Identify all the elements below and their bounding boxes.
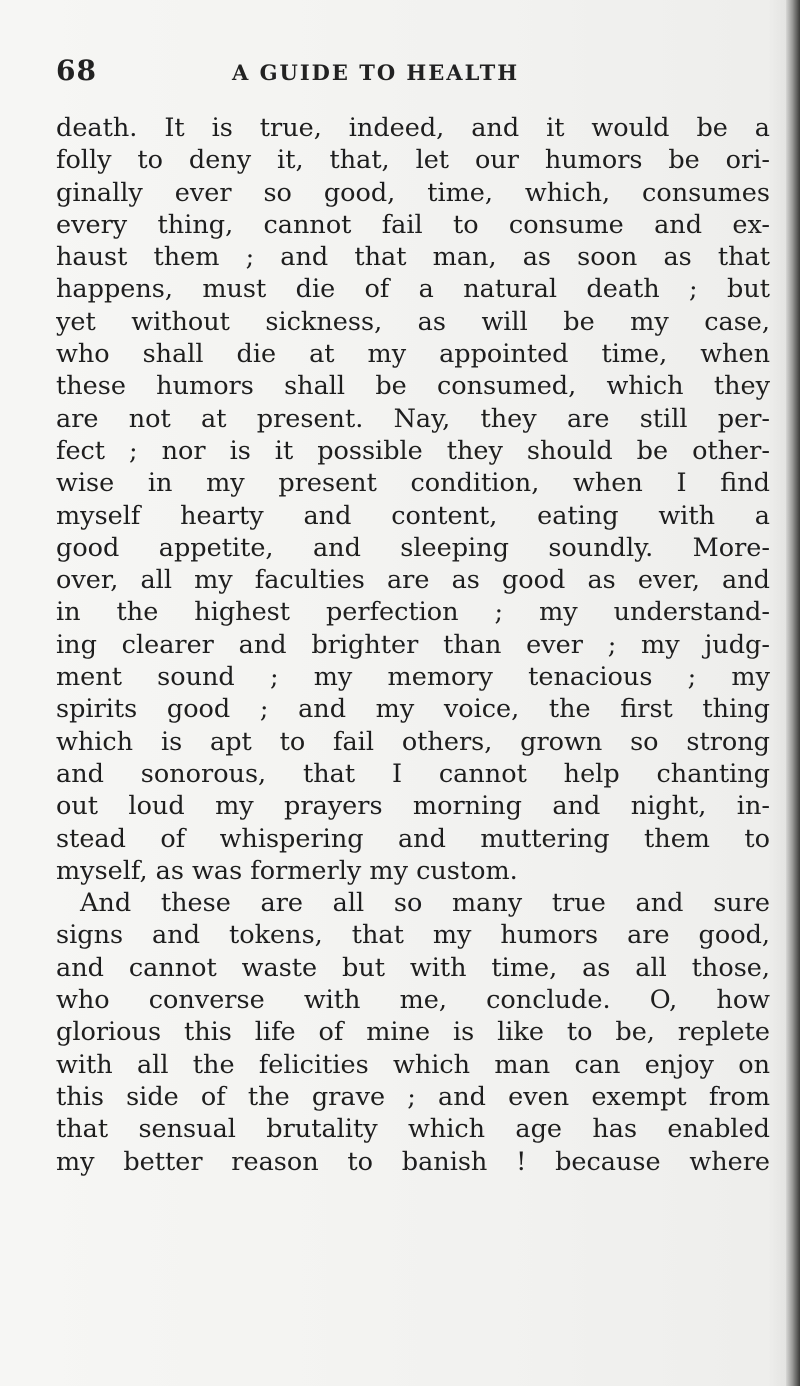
- text-line: death. It is true, indeed, and it would be a: [56, 113, 770, 143]
- text-line: that sensual brutality which age has enabled: [56, 1114, 770, 1145]
- text-line: fect ; nor is it possible they should be other-: [56, 435, 770, 466]
- text-line: haust them ; and that man, as soon as that: [56, 242, 770, 273]
- text-line: yet without sickness, as will be my case,: [56, 306, 770, 337]
- text-line: over, all my faculties are as good as ever, and: [56, 565, 770, 596]
- text-line: and cannot waste but with time, as all those,: [56, 952, 770, 983]
- text-line: myself, as was formerly my custom.: [56, 855, 518, 886]
- text-line: stead of whispering and muttering them to: [56, 823, 770, 854]
- text-line: with all the felicities which man can enjoy on: [56, 1049, 770, 1080]
- text-line: who shall die at my appointed time, when: [56, 339, 770, 370]
- text-line: ment sound ; my memory tenacious ; my: [56, 662, 770, 693]
- text-line: signs and tokens, that my humors are good,: [56, 920, 770, 951]
- text-line: folly to deny it, that, let our humors be ori-: [56, 145, 770, 176]
- text-line: out loud my prayers morning and night, in-: [56, 791, 770, 822]
- page-header: [56, 54, 776, 94]
- text-line: in the highest perfection ; my understand-: [56, 597, 770, 628]
- body-text: [56, 112, 770, 1178]
- text-line: which is apt to fail others, grown so strong: [56, 726, 770, 757]
- text-line: glorious this life of mine is like to be, replete: [56, 1017, 770, 1048]
- text-line: myself hearty and content, eating with a: [56, 500, 770, 531]
- text-line: every thing, cannot fail to consume and ex-: [56, 209, 770, 240]
- running-head: A GUIDE TO HEALTH: [232, 60, 520, 85]
- text-line: these humors shall be consumed, which they: [56, 371, 770, 402]
- text-line: this side of the grave ; and even exempt from: [56, 1081, 770, 1112]
- page-number: 68: [56, 54, 97, 87]
- page-binding-edge: [786, 0, 800, 1386]
- text-line: spirits good ; and my voice, the first thing: [56, 694, 770, 725]
- text-line: ginally ever so good, time, which, consumes: [56, 177, 770, 208]
- text-line: and sonorous, that I cannot help chanting: [56, 758, 770, 789]
- text-line: wise in my present condition, when I find: [56, 468, 770, 499]
- text-line: happens, must die of a natural death ; but: [56, 274, 770, 305]
- text-line: my better reason to banish ! because where: [56, 1146, 770, 1177]
- text-line: ing clearer and brighter than ever ; my judg-: [56, 629, 770, 660]
- text-line: And these are all so many true and sure: [80, 888, 770, 919]
- text-line: who converse with me, conclude. O, how: [56, 985, 770, 1016]
- text-line: good appetite, and sleeping soundly. More-: [56, 532, 770, 563]
- text-line: are not at present. Nay, they are still per-: [56, 403, 770, 434]
